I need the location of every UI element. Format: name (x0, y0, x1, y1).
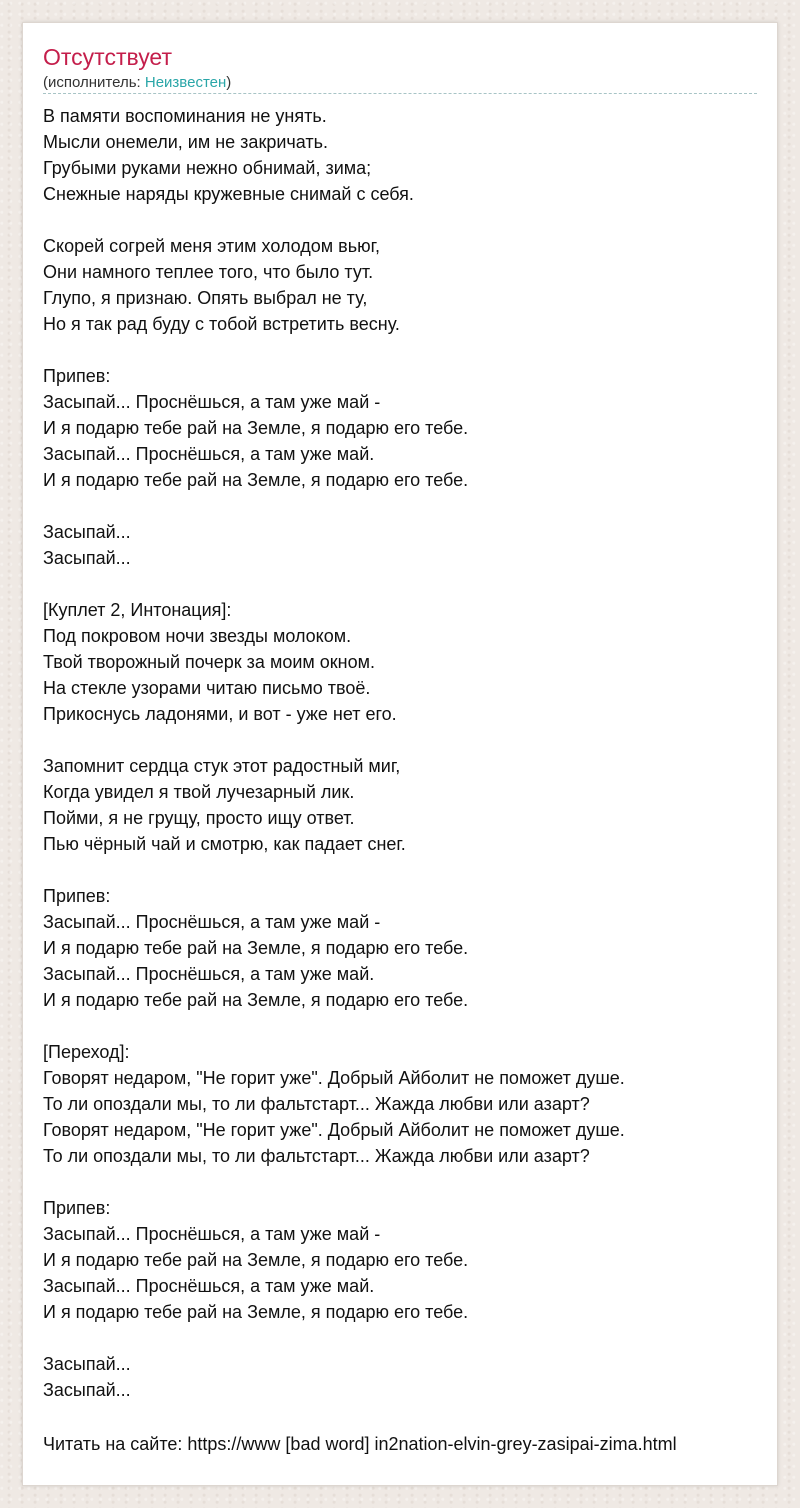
stanza-gap (43, 1169, 763, 1195)
lyric-line: И я подарю тебе рай на Земле, я подарю его тебе. (43, 1302, 469, 1322)
stanza-gap (43, 493, 763, 519)
title-divider (43, 93, 757, 94)
stanza-gap (43, 857, 763, 883)
source-link-text: Читать на сайте: https://www [bad word] in2nation-elvin-grey-zasipai-zima.html (43, 1434, 677, 1454)
lyric-line: Но я так рад буду с тобой встретить весну. (43, 314, 400, 334)
stanza-gap (43, 1325, 763, 1351)
lyric-line: На стекле узорами читаю письмо твоё. (43, 678, 371, 698)
artist-line (43, 73, 231, 93)
lyric-line: И я подарю тебе рай на Земле, я подарю его тебе. (43, 418, 469, 438)
lyric-line: Они намного теплее того, что было тут. (43, 262, 374, 282)
lyric-line: Засыпай... (43, 1354, 131, 1374)
lyric-line: И я подарю тебе рай на Земле, я подарю его тебе. (43, 990, 469, 1010)
lyrics-body (43, 103, 763, 1403)
lyric-line: Припев: (43, 366, 111, 386)
lyric-line: Под покровом ночи звезды молоком. (43, 626, 352, 646)
stanza-gap (43, 727, 763, 753)
artist-suffix: ) (226, 74, 232, 91)
stanza-gap (43, 207, 763, 233)
lyric-line: Грубыми руками нежно обнимай, зима; (43, 158, 372, 178)
lyric-line: Припев: (43, 1198, 111, 1218)
lyric-line: Пью чёрный чай и смотрю, как падает снег. (43, 834, 406, 854)
lyric-line: И я подарю тебе рай на Земле, я подарю его тебе. (43, 1250, 469, 1270)
lyric-line: Скорей согрей меня этим холодом вьюг, (43, 236, 380, 256)
lyric-line: Пойми, я не грущу, просто ищу ответ. (43, 808, 355, 828)
lyric-line: В памяти воспоминания не унять. (43, 106, 327, 126)
lyric-line: [Куплет 2, Интонация]: (43, 600, 232, 620)
lyric-line: Говорят недаром, "Не горит уже". Добрый Айболит не поможет душе. (43, 1068, 625, 1088)
lyric-line: Засыпай... (43, 522, 131, 542)
lyric-line: Засыпай... Проснёшься, а там уже май. (43, 1276, 375, 1296)
lyric-line: Засыпай... Проснёшься, а там уже май. (43, 444, 375, 464)
lyric-line: Мысли онемели, им не закричать. (43, 132, 329, 152)
artist-prefix: (исполнитель: (43, 74, 145, 91)
lyric-line: И я подарю тебе рай на Земле, я подарю его тебе. (43, 470, 469, 490)
stanza-gap (43, 571, 763, 597)
artist-link[interactable]: Неизвестен (144, 74, 227, 91)
lyric-line: Засыпай... Проснёшься, а там уже май - (43, 912, 381, 932)
lyric-line: Засыпай... Проснёшься, а там уже май. (43, 964, 375, 984)
lyric-line: Запомнит сердца стук этот радостный миг, (43, 756, 401, 776)
lyric-line: Засыпай... (43, 1380, 131, 1400)
lyric-line: Говорят недаром, "Не горит уже". Добрый Айболит не поможет душе. (43, 1120, 625, 1140)
lyrics-card (22, 22, 778, 1486)
lyric-line: Засыпай... Проснёшься, а там уже май - (43, 392, 381, 412)
lyric-line: То ли опоздали мы, то ли фальтстарт... Жажда любви или азарт? (43, 1094, 590, 1114)
lyric-line: Припев: (43, 886, 111, 906)
lyric-line: И я подарю тебе рай на Земле, я подарю его тебе. (43, 938, 469, 958)
lyric-line: То ли опоздали мы, то ли фальтстарт... Жажда любви или азарт? (43, 1146, 590, 1166)
lyric-line: Когда увидел я твой лучезарный лик. (43, 782, 355, 802)
song-title: Отсутствует (43, 44, 172, 70)
lyric-line: Снежные наряды кружевные снимай с себя. (43, 184, 414, 204)
lyric-line: Твой творожный почерк за моим окном. (43, 652, 375, 672)
lyric-line: [Переход]: (43, 1042, 130, 1062)
stanza-gap (43, 337, 763, 363)
stanza-gap (43, 1013, 763, 1039)
lyric-line: Засыпай... (43, 548, 131, 568)
lyric-line: Прикоснусь ладонями, и вот - уже нет его. (43, 704, 397, 724)
lyric-line: Засыпай... Проснёшься, а там уже май - (43, 1224, 381, 1244)
lyric-line: Глупо, я признаю. Опять выбрал не ту, (43, 288, 368, 308)
